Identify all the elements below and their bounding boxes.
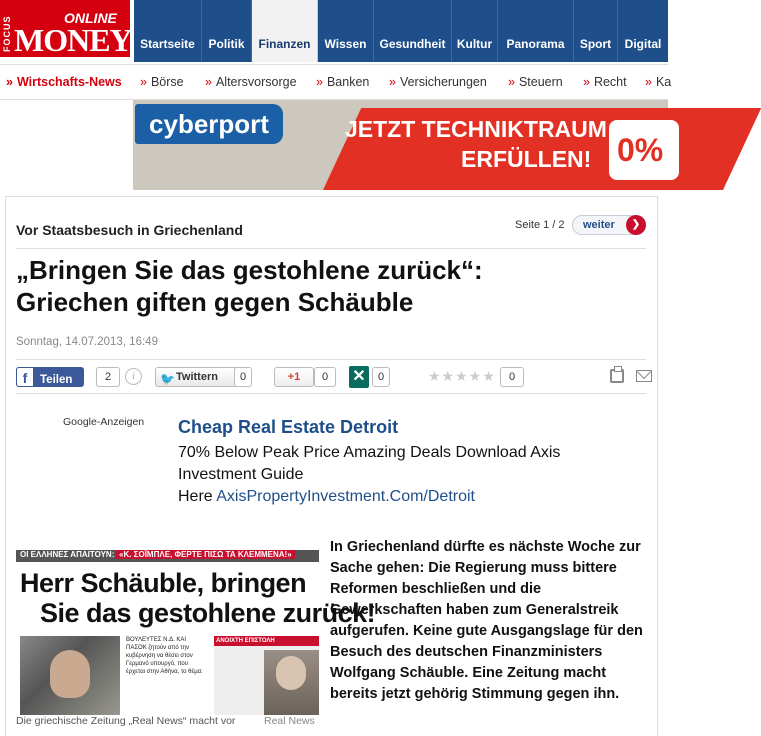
social-share-bar — [16, 365, 646, 391]
logo-money-text: MONEY — [14, 22, 132, 58]
cyberport-banner-ad[interactable] — [133, 100, 668, 190]
subnav-item-altersvorsorge[interactable] — [205, 75, 297, 89]
strip-left-text: ΟΙ ΕΛΛΗΝΕΣ ΑΠΑΙΤΟΥΝ: — [20, 550, 115, 559]
subnav-label: Ka — [655, 75, 672, 89]
raquo-icon: » — [316, 75, 323, 89]
schaeuble-photo — [20, 636, 120, 715]
nav-tab-politik[interactable]: Politik — [202, 0, 252, 62]
rating-count: 0 — [500, 367, 524, 387]
subnav-item-recht[interactable] — [583, 75, 627, 89]
subnav-label: Versicherungen — [399, 75, 487, 89]
nav-tab-finanzen[interactable]: Finanzen — [252, 0, 318, 62]
newspaper-strip — [16, 550, 319, 562]
subnav-item-boerse[interactable] — [140, 75, 184, 89]
google-plus-button[interactable] — [274, 367, 314, 387]
ad-desc-here: Here — [178, 488, 217, 505]
subnav-item-banken[interactable] — [316, 75, 369, 89]
strip-right-text: «Κ. ΣΟΪΜΠΛΕ, ΦΕΡΤΕ ΠΙΣΩ ΤΑ ΚΛΕΜΜΕΝΑ!» — [116, 550, 295, 559]
subnav-label: Steuern — [518, 75, 563, 89]
twitter-share-label: Twittern — [176, 371, 218, 383]
print-icon[interactable] — [610, 369, 624, 383]
logo-focus-text: FOCUS — [2, 15, 12, 52]
xing-share-count: 0 — [372, 367, 390, 387]
subnav-label: Recht — [593, 75, 627, 89]
gplus-label: +1 — [287, 371, 301, 383]
raquo-icon: » — [140, 75, 147, 89]
divider — [16, 359, 646, 360]
facebook-share-label: Teilen — [40, 374, 73, 386]
caption-text: Die griechische Zeitung „Real News“ macht vor — [16, 715, 236, 727]
google-ads-label: Google-Anzeigen — [63, 416, 145, 428]
newspaper-headline-line1: Herr Schäuble, bringen — [20, 568, 307, 598]
banner-slogan-line1: JETZT TECHNIKTRAUM — [345, 116, 607, 142]
facebook-share-button[interactable] — [16, 367, 84, 387]
focus-money-logo[interactable] — [0, 0, 130, 60]
article-headline — [16, 254, 646, 318]
article-date: Sonntag, 14.07.2013, 16:49 — [16, 336, 158, 348]
twitter-share-count: 0 — [234, 367, 252, 387]
divider — [16, 393, 646, 394]
raquo-icon: » — [6, 75, 13, 89]
nav-tab-wissen[interactable]: Wissen — [318, 0, 374, 62]
chevron-right-icon: ❯ — [626, 215, 646, 235]
nav-tab-sport[interactable]: Sport — [574, 0, 618, 62]
raquo-icon: » — [508, 75, 515, 89]
caption-credit: Real News — [264, 715, 315, 727]
twitter-bird-icon: 🐦 — [160, 372, 175, 386]
top-navigation — [0, 0, 668, 64]
banner-slogan-line2: ERFÜLLEN! — [461, 146, 592, 172]
cyberport-logo: cyberport — [135, 104, 283, 144]
raquo-icon: » — [205, 75, 212, 89]
logo-online-text: ONLINE — [64, 10, 117, 26]
twitter-share-button[interactable] — [155, 367, 239, 387]
info-icon[interactable]: i — [125, 368, 142, 385]
nav-tab-panorama[interactable]: Panorama — [498, 0, 574, 62]
image-caption — [16, 715, 316, 727]
newspaper-side-photo — [214, 636, 319, 715]
subnav-label: Altersvorsorge — [215, 75, 297, 89]
page-indicator: Seite 1 / 2 — [515, 219, 565, 231]
subnav-item-wirtschafts-news[interactable] — [6, 75, 122, 89]
headline-line2: Griechen giften gegen Schäuble — [16, 287, 414, 317]
subnav-label: Wirtschafts-News — [16, 75, 122, 89]
subnav-label: Börse — [150, 75, 184, 89]
sub-navigation — [0, 64, 672, 100]
ad-desc-line2: Investment Guide — [178, 466, 304, 483]
newspaper-tag: ΑΝΟΙΧΤΗ ΕΠΙΣΤΟΛΗ — [214, 636, 319, 646]
portrait-photo — [264, 650, 319, 715]
subnav-label: Banken — [326, 75, 370, 89]
article — [5, 196, 658, 736]
main-nav — [134, 0, 668, 62]
ad-desc-line3 — [178, 486, 638, 508]
raquo-icon: » — [645, 75, 652, 89]
article-kicker: Vor Staatsbesuch in Griechenland — [16, 222, 243, 238]
ad-title-link[interactable]: Cheap Real Estate Detroit — [178, 417, 399, 437]
headline-line1: „Bringen Sie das gestohlene zurück“: — [16, 255, 483, 285]
newspaper-headline-line2: Sie das gestohlene zurück! — [40, 598, 376, 628]
article-image[interactable] — [16, 550, 376, 715]
gplus-count: 0 — [314, 367, 336, 387]
nav-tab-kultur[interactable]: Kultur — [452, 0, 498, 62]
raquo-icon: » — [389, 75, 396, 89]
newspaper-body-text: ΒΟΥΛΕΥΤΕΣ Ν.Δ. ΚΑΙ ΠΑΣΟΚ ζητούν από την κυβέρνηση να θέσει στον Γερμανό υπουργό, που έρχεται στην Αθήνα, το θέμα: — [126, 637, 203, 675]
ad-description — [178, 442, 638, 508]
banner-percent-badge: 0% — [609, 120, 679, 180]
raquo-icon: » — [583, 75, 590, 89]
next-page-button[interactable] — [572, 215, 646, 235]
rating-stars[interactable]: ★★★★★ — [428, 368, 496, 384]
ad-url-link[interactable]: AxisPropertyInvestment.Com/Detroit — [216, 488, 475, 505]
nav-tab-gesundheit[interactable]: Gesundheit — [374, 0, 452, 62]
article-lead: In Griechenland dürfte es nächste Woche zur Sache gehen: Die Regierung muss bittere Reformen beschließen und die Gewerkschaften haben zum Generalstreik aufgerufen. Keine gute Ausgangslage für den Besuch des deutschen Finanzministers Wolfgang Schäuble. Eine Zeitung macht bereits jetzt gehörig Stimmung gegen ihn. — [330, 539, 643, 702]
subnav-item-ka[interactable] — [645, 75, 671, 89]
subnav-item-versicherungen[interactable] — [389, 75, 487, 89]
facebook-share-count: 2 — [96, 367, 120, 387]
xing-share-button[interactable]: ✕ — [349, 366, 369, 388]
nav-tab-digital[interactable]: Digital — [624, 37, 662, 51]
facebook-icon: f — [16, 367, 34, 387]
ad-desc-line1: 70% Below Peak Price Amazing Deals Download Axis — [178, 444, 561, 461]
divider — [16, 248, 646, 249]
mail-icon[interactable] — [636, 370, 652, 382]
nav-tab-startseite[interactable]: Startseite — [134, 0, 202, 62]
next-page-label: weiter — [583, 219, 615, 231]
subnav-item-steuern[interactable] — [508, 75, 563, 89]
